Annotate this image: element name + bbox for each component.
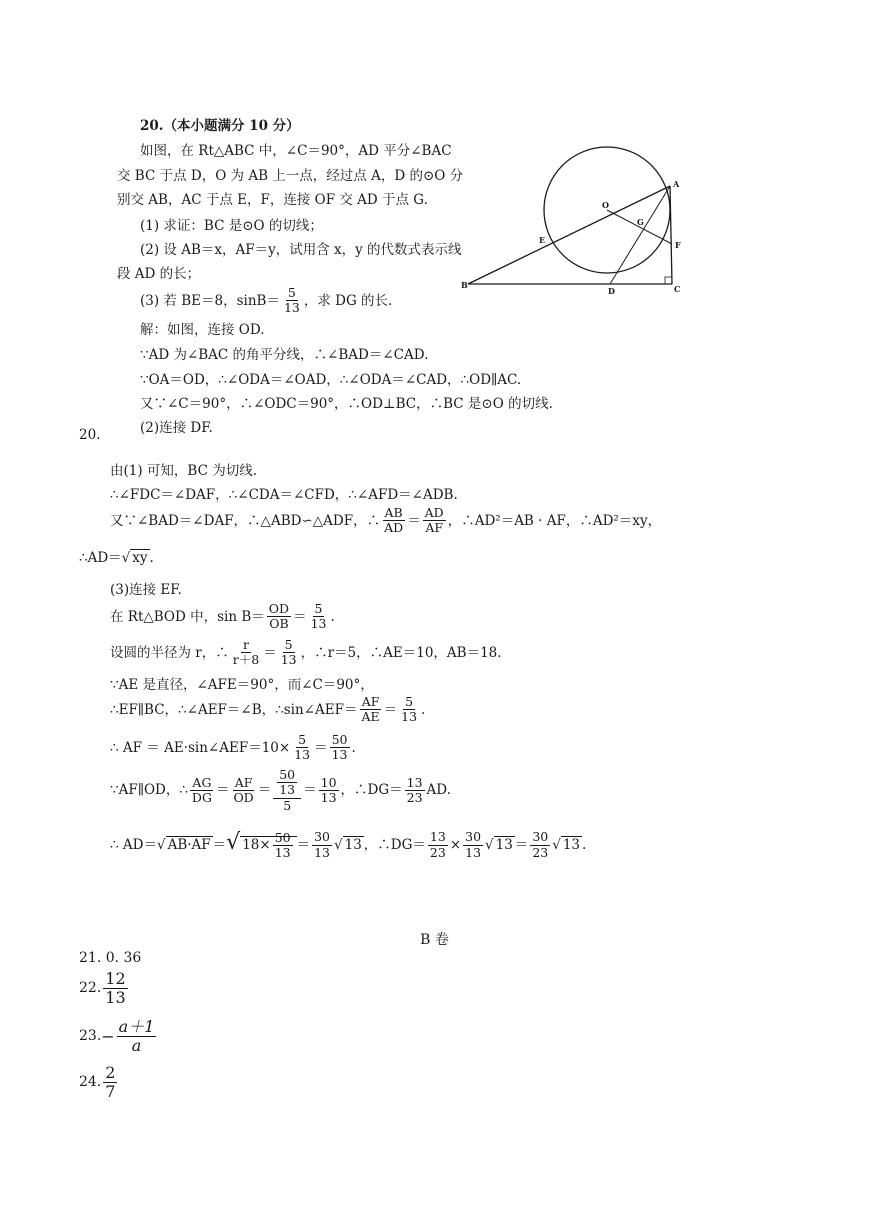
answer-22	[79, 970, 130, 1008]
numerator: 50	[279, 767, 296, 782]
text: ＝	[383, 701, 398, 718]
text: ，∴AD²＝AB · AF，∴AD²＝xy，	[447, 512, 662, 529]
text: ，求 DG 的长.	[303, 292, 393, 309]
answer-23	[79, 1018, 158, 1056]
question-2: (2) 设 AB＝x，AF＝y，试用含 x，y 的代数式表示线	[140, 242, 462, 258]
fraction	[190, 776, 214, 806]
fraction	[399, 695, 419, 725]
geometry-figure	[460, 138, 695, 298]
denominator: AD	[384, 520, 404, 536]
numerator: 5	[314, 601, 323, 616]
text: ＝	[407, 512, 421, 529]
numerator: 5	[287, 285, 296, 300]
square-root: √ AB·AF	[156, 837, 211, 854]
numerator: 5	[284, 637, 293, 652]
denominator: 13	[331, 747, 348, 763]
text: 18×	[242, 837, 271, 854]
numerator: 30	[314, 829, 330, 845]
text: ×	[449, 837, 462, 854]
label-a: A	[673, 179, 680, 189]
fraction	[309, 602, 329, 632]
numerator: 10	[320, 774, 337, 790]
denominator: 7	[105, 1082, 116, 1102]
text: ＝	[212, 837, 227, 854]
numerator: 5	[405, 694, 414, 709]
numerator: 2	[105, 1063, 116, 1082]
numerator: 30	[465, 829, 482, 845]
answer-24	[79, 1064, 119, 1102]
label-e: E	[539, 235, 546, 245]
label-o: O	[602, 200, 609, 210]
solution-line: ∵OA＝OD，∴∠ODA＝∠OAD，∴∠ODA＝∠CAD，∴OD∥AC.	[140, 372, 522, 388]
label-c: C	[674, 284, 681, 294]
text: ＝	[296, 837, 311, 854]
solution-line	[110, 506, 661, 536]
text: ∴EF∥BC，∴∠AEF＝∠B，∴sin∠AEF＝	[110, 701, 358, 718]
solution-line: (2)连接 DF.	[140, 420, 213, 436]
solution-line: 由(1) 可知，BC 为切线.	[110, 463, 257, 479]
text: ∴ AD＝	[110, 837, 157, 854]
text: AD.	[426, 782, 451, 799]
radicand: 13	[562, 837, 581, 854]
complex-fraction	[273, 768, 301, 813]
label-d: D	[608, 286, 615, 296]
question-3	[140, 286, 392, 316]
minus-sign: −	[101, 1027, 115, 1047]
fraction	[231, 638, 261, 668]
fraction	[292, 733, 312, 763]
text: ∴AD＝	[79, 550, 122, 567]
denominator: 13	[279, 782, 296, 798]
text: ，∴DG＝	[340, 782, 403, 799]
text: ＝	[293, 608, 307, 625]
fraction	[279, 638, 299, 668]
denominator: 23	[532, 844, 549, 860]
solution-line	[110, 602, 335, 632]
denominator: AE	[361, 709, 380, 725]
denominator: r＋8	[232, 652, 260, 668]
denominator: 13	[314, 844, 330, 860]
denominator: OB	[269, 616, 289, 632]
fraction	[103, 1064, 117, 1102]
numerator: 13	[429, 829, 446, 845]
denominator: 13	[294, 747, 311, 763]
denominator: 13	[274, 845, 291, 860]
text: .	[421, 701, 426, 718]
denominator: OD	[233, 790, 254, 806]
square-root: √ 18× $\frac{50}{13}$	[226, 830, 296, 860]
solution-line: ∵AD 为∠BAC 的角平分线，∴∠BAD＝∠CAD.	[140, 347, 429, 363]
denominator: 13	[465, 844, 482, 860]
answer-21: 21. 0. 36	[79, 950, 142, 966]
solution-line	[79, 550, 154, 567]
answer-number: 24.	[79, 1074, 102, 1091]
solution-line	[110, 638, 502, 668]
fraction	[330, 733, 350, 763]
answer-number: 23.	[79, 1028, 102, 1045]
fraction	[530, 830, 550, 860]
text: .	[149, 550, 154, 567]
text: .	[330, 608, 335, 625]
section-b-title: B 卷	[420, 932, 449, 948]
radicand: 13	[495, 837, 513, 854]
fraction	[267, 602, 291, 632]
label-g: G	[637, 217, 644, 227]
solution-line	[110, 768, 451, 813]
fraction	[428, 830, 448, 860]
text: .	[351, 739, 356, 756]
radicand: xy	[132, 550, 148, 567]
solution-line	[110, 830, 586, 860]
fraction	[117, 1018, 157, 1056]
numerator: a＋1	[118, 1017, 155, 1036]
problem-line: 交 BC 于点 D，O 为 AB 上一点，经过点 A，D 的⊙O 分	[117, 168, 464, 184]
fraction	[319, 776, 339, 806]
numerator: AD	[424, 505, 444, 520]
fraction	[382, 506, 405, 536]
text: ＝	[314, 739, 328, 756]
denominator: 23	[406, 790, 423, 806]
segment-ac	[670, 186, 672, 284]
fraction	[359, 695, 381, 725]
square-root: √ 13	[334, 837, 362, 854]
problem-line: 别交 AB，AC 于点 E，F，连接 OF 交 AD 于点 G.	[117, 192, 428, 208]
fraction	[282, 286, 302, 316]
problem-header: 20.（本小题满分 10 分）	[140, 118, 300, 134]
fraction	[231, 776, 255, 806]
question-1: (1) 求证：BC 是⊙O 的切线；	[140, 218, 323, 234]
segment-of	[607, 210, 672, 244]
radicand: AB·AF	[167, 837, 211, 854]
label-f: F	[675, 240, 681, 250]
text: ∵AF∥OD，∴	[110, 782, 188, 799]
numerator: 5	[298, 732, 307, 747]
square-root: √ 13	[485, 837, 513, 854]
square-root: √ xy	[121, 550, 148, 567]
solution-number: 20.	[79, 427, 101, 443]
fraction	[423, 506, 446, 536]
text: ，∴DG＝	[363, 837, 426, 854]
denominator: 13	[280, 652, 297, 668]
solution-line: ∴∠FDC＝∠DAF，∴∠CDA＝∠CFD，∴∠AFD＝∠ADB.	[110, 487, 458, 503]
fraction	[463, 830, 483, 860]
square-root: √ 13	[552, 837, 581, 854]
denominator: DG	[191, 790, 212, 806]
text: ∴ AF ＝ AE·sin∠AEF＝10×	[110, 739, 291, 756]
denominator: AF	[425, 520, 444, 536]
fraction	[273, 831, 293, 861]
text: ，∴r＝5，∴AE＝10，AB＝18.	[300, 644, 502, 661]
text: 在 Rt△BOD 中，sin B＝	[110, 608, 265, 625]
denominator: 13	[401, 709, 418, 725]
numerator: AF	[234, 774, 253, 790]
numerator: 30	[532, 829, 549, 845]
problem-line: 如图，在 Rt△ABC 中，∠C＝90°，AD 平分∠BAC	[140, 143, 452, 159]
denominator: a	[131, 1036, 142, 1056]
numerator: 50	[274, 829, 291, 845]
denominator: 5	[283, 797, 292, 813]
numerator	[273, 768, 301, 799]
numerator: AF	[361, 694, 380, 709]
denominator: 23	[429, 844, 446, 860]
numerator: AG	[192, 774, 212, 790]
solution-line: 解：如图，连接 OD.	[140, 322, 265, 338]
text: 设圆的半径为 r，∴	[110, 644, 229, 661]
numerator: 13	[406, 774, 423, 790]
denominator: 13	[310, 616, 327, 632]
text: 又∵∠BAD＝∠DAF，∴△ABD∽△ADF，∴	[110, 512, 381, 529]
solution-line	[110, 695, 425, 725]
text: (3) 若 BE＝8，sinB＝	[140, 292, 280, 309]
denominator: 13	[320, 790, 337, 806]
numerator: OD	[268, 601, 290, 616]
answer-number: 22.	[79, 980, 102, 997]
fraction	[405, 776, 425, 806]
numerator: 12	[105, 969, 126, 988]
fraction	[312, 830, 332, 860]
question-2-cont: 段 AD 的长；	[117, 266, 201, 282]
radicand	[240, 829, 296, 860]
numerator: 50	[331, 732, 348, 747]
right-angle-mark	[665, 277, 672, 284]
text: ＝	[215, 782, 230, 799]
solution-line: 又∵∠C＝90°，∴∠ODC＝90°，∴OD⊥BC，∴BC 是⊙O 的切线.	[140, 396, 553, 412]
fraction	[277, 768, 297, 798]
denominator: 13	[105, 988, 126, 1008]
label-b: B	[461, 280, 468, 290]
denominator: 13	[283, 300, 300, 316]
fraction	[103, 970, 127, 1008]
solution-line: ∵AE 是直径，∠AFE＝90°，而∠C＝90°，	[110, 677, 374, 693]
text: ＝	[257, 782, 272, 799]
text: ＝	[514, 837, 529, 854]
numerator: r	[242, 637, 249, 652]
radicand: 13	[344, 837, 362, 854]
text: ＝	[263, 644, 277, 661]
text: ＝	[303, 782, 317, 799]
solution-line: (3)连接 EF.	[110, 582, 182, 598]
solution-line	[110, 733, 356, 763]
numerator: AB	[384, 505, 403, 520]
text: .	[582, 837, 587, 854]
